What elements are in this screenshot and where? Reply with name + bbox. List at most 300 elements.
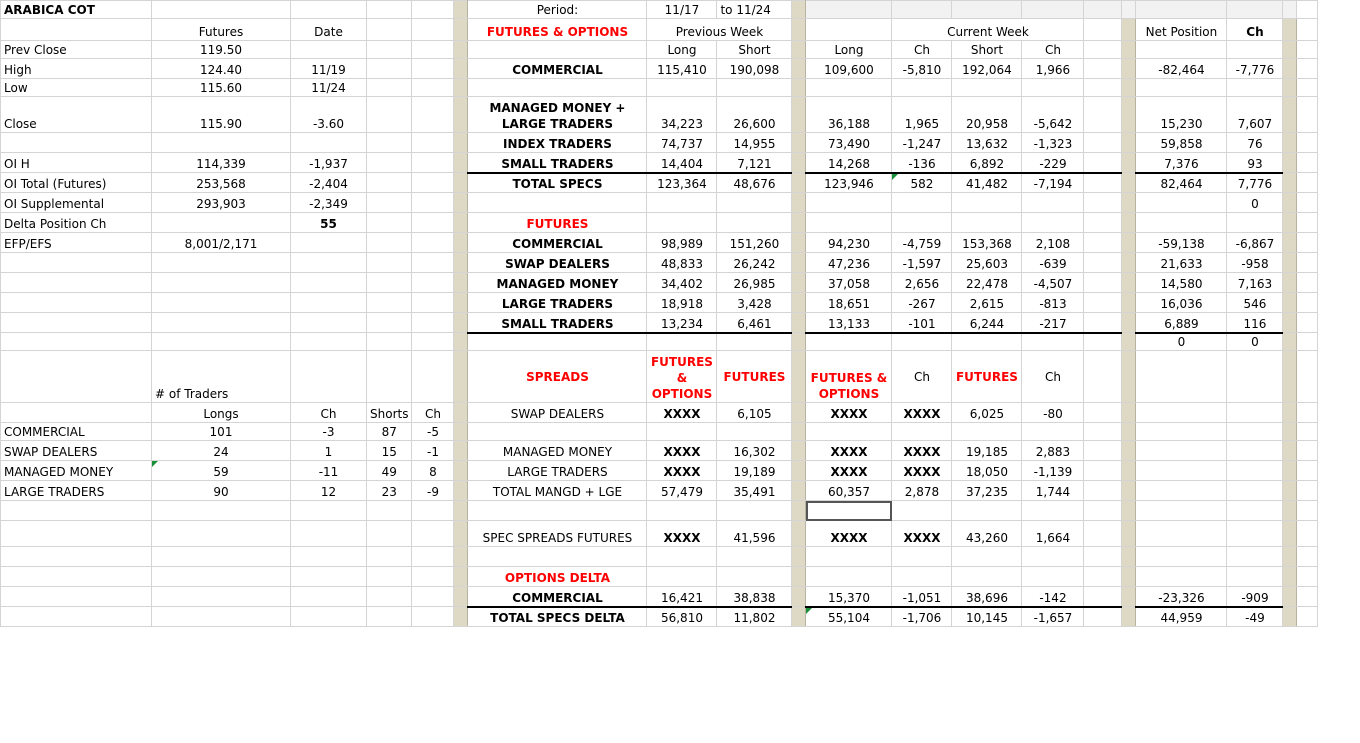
sheet-cell-filler[interactable] <box>1297 97 1318 133</box>
sheet-cell[interactable]: -1,051 <box>892 587 952 607</box>
sheet-cell[interactable]: Previous Week <box>647 19 792 41</box>
sheet-cell[interactable]: -142 <box>1022 587 1084 607</box>
sheet-cell[interactable]: COMMERCIAL <box>468 587 647 607</box>
sheet-cell[interactable]: 82,464 <box>1136 173 1227 193</box>
sheet-cell[interactable] <box>1227 351 1283 403</box>
sheet-cell-filler[interactable] <box>1297 423 1318 441</box>
sheet-cell[interactable]: -80 <box>1022 403 1084 423</box>
sheet-cell[interactable]: SPREADS <box>468 351 647 403</box>
sheet-cell[interactable]: Net Position <box>1136 19 1227 41</box>
sheet-cell[interactable] <box>1084 567 1122 587</box>
sheet-cell[interactable] <box>1136 501 1227 521</box>
sheet-cell[interactable] <box>717 333 792 351</box>
sheet-cell[interactable]: Long <box>647 41 717 59</box>
sheet-cell-filler[interactable] <box>1297 333 1318 351</box>
sheet-cell-filler[interactable] <box>1297 313 1318 333</box>
sheet-cell[interactable] <box>291 41 367 59</box>
sheet-cell-filler[interactable] <box>1297 233 1318 253</box>
sheet-cell[interactable] <box>367 173 412 193</box>
sheet-cell[interactable] <box>892 79 952 97</box>
sheet-cell[interactable] <box>412 213 454 233</box>
sheet-cell[interactable]: -6,867 <box>1227 233 1283 253</box>
sheet-cell[interactable] <box>291 521 367 547</box>
sheet-cell[interactable] <box>412 607 454 627</box>
sheet-cell[interactable]: 1,744 <box>1022 481 1084 501</box>
sheet-cell[interactable]: 2,108 <box>1022 233 1084 253</box>
sheet-cell[interactable]: FUTURES & OPTIONS <box>468 19 647 41</box>
sheet-cell[interactable]: 26,242 <box>717 253 792 273</box>
sheet-cell[interactable]: 2,615 <box>952 293 1022 313</box>
sheet-cell[interactable] <box>412 521 454 547</box>
sheet-cell[interactable] <box>1 587 152 607</box>
sheet-cell[interactable] <box>806 547 892 567</box>
sheet-cell-filler[interactable] <box>1297 19 1318 41</box>
sheet-cell[interactable]: 18,050 <box>952 461 1022 481</box>
sheet-cell[interactable]: -267 <box>892 293 952 313</box>
sheet-cell[interactable] <box>1084 481 1122 501</box>
sheet-cell[interactable] <box>1136 567 1227 587</box>
sheet-cell[interactable]: -3.60 <box>291 97 367 133</box>
sheet-cell[interactable] <box>1084 501 1122 521</box>
sheet-cell[interactable] <box>1084 587 1122 607</box>
sheet-cell[interactable] <box>1 133 152 153</box>
sheet-cell[interactable] <box>152 313 291 333</box>
sheet-cell[interactable] <box>1 567 152 587</box>
sheet-cell[interactable]: -101 <box>892 313 952 333</box>
sheet-cell[interactable]: -7,776 <box>1227 59 1283 79</box>
sheet-cell[interactable]: 11,802 <box>717 607 792 627</box>
sheet-cell[interactable] <box>468 501 647 521</box>
sheet-cell[interactable] <box>952 1 1022 19</box>
sheet-cell[interactable] <box>1084 133 1122 153</box>
sheet-cell[interactable]: 1,965 <box>892 97 952 133</box>
sheet-cell[interactable]: 115.60 <box>152 79 291 97</box>
sheet-cell[interactable] <box>1084 213 1122 233</box>
sheet-cell-filler[interactable] <box>1297 1 1318 19</box>
sheet-cell[interactable]: 11/24 <box>291 79 367 97</box>
sheet-cell[interactable] <box>1227 41 1283 59</box>
sheet-cell[interactable]: 49 <box>367 461 412 481</box>
sheet-cell[interactable]: 36,188 <box>806 97 892 133</box>
sheet-cell[interactable]: 13,632 <box>952 133 1022 153</box>
sheet-cell[interactable] <box>1227 481 1283 501</box>
sheet-cell[interactable]: 38,696 <box>952 587 1022 607</box>
sheet-cell[interactable] <box>1227 213 1283 233</box>
sheet-cell[interactable] <box>1227 521 1283 547</box>
sheet-cell[interactable] <box>291 293 367 313</box>
sheet-cell[interactable] <box>1084 351 1122 403</box>
sheet-cell[interactable] <box>412 153 454 173</box>
sheet-cell[interactable] <box>952 501 1022 521</box>
sheet-cell[interactable]: 123,364 <box>647 173 717 193</box>
sheet-cell[interactable] <box>367 587 412 607</box>
sheet-cell[interactable]: 153,368 <box>952 233 1022 253</box>
sheet-cell[interactable] <box>1084 41 1122 59</box>
sheet-cell[interactable] <box>952 79 1022 97</box>
sheet-cell[interactable] <box>806 19 892 41</box>
sheet-cell[interactable] <box>412 193 454 213</box>
sheet-cell[interactable]: 6,461 <box>717 313 792 333</box>
sheet-cell[interactable] <box>291 253 367 273</box>
sheet-cell[interactable]: XXXX <box>806 403 892 423</box>
sheet-cell[interactable] <box>1084 97 1122 133</box>
sheet-cell[interactable] <box>412 253 454 273</box>
sheet-cell[interactable] <box>1136 1 1227 19</box>
sheet-cell[interactable] <box>1084 173 1122 193</box>
sheet-cell[interactable] <box>806 423 892 441</box>
sheet-cell[interactable] <box>412 351 454 403</box>
sheet-cell[interactable] <box>1136 213 1227 233</box>
sheet-cell[interactable]: -5,810 <box>892 59 952 79</box>
sheet-cell[interactable]: EFP/EFS <box>1 233 152 253</box>
sheet-cell[interactable]: 94,230 <box>806 233 892 253</box>
sheet-cell[interactable] <box>412 1 454 19</box>
sheet-cell[interactable] <box>1136 403 1227 423</box>
sheet-cell[interactable] <box>468 547 647 567</box>
sheet-cell[interactable] <box>367 79 412 97</box>
sheet-cell[interactable]: 16,036 <box>1136 293 1227 313</box>
sheet-cell[interactable]: 6,105 <box>717 403 792 423</box>
sheet-cell[interactable]: 2,656 <box>892 273 952 293</box>
sheet-cell[interactable]: XXXX <box>892 461 952 481</box>
sheet-cell[interactable] <box>1136 193 1227 213</box>
sheet-cell[interactable] <box>806 501 892 521</box>
sheet-cell[interactable]: -11 <box>291 461 367 481</box>
sheet-cell[interactable] <box>1 547 152 567</box>
sheet-cell-filler[interactable] <box>1297 567 1318 587</box>
sheet-cell[interactable]: 114,339 <box>152 153 291 173</box>
sheet-cell[interactable]: 22,478 <box>952 273 1022 293</box>
sheet-cell[interactable]: SMALL TRADERS <box>468 153 647 173</box>
sheet-cell[interactable] <box>1084 293 1122 313</box>
sheet-cell[interactable]: -59,138 <box>1136 233 1227 253</box>
sheet-cell[interactable]: SWAP DEALERS <box>468 253 647 273</box>
sheet-cell-filler[interactable] <box>1297 587 1318 607</box>
sheet-cell[interactable]: Ch <box>412 403 454 423</box>
sheet-cell[interactable] <box>647 79 717 97</box>
sheet-cell[interactable] <box>412 59 454 79</box>
sheet-cell[interactable]: -5 <box>412 423 454 441</box>
sheet-cell[interactable]: -7,194 <box>1022 173 1084 193</box>
sheet-cell[interactable]: 109,600 <box>806 59 892 79</box>
sheet-cell[interactable] <box>1227 79 1283 97</box>
sheet-cell[interactable]: 11/17 <box>647 1 717 19</box>
sheet-cell[interactable] <box>367 607 412 627</box>
sheet-cell[interactable] <box>1136 423 1227 441</box>
sheet-cell[interactable]: XXXX <box>892 441 952 461</box>
sheet-cell[interactable] <box>1022 501 1084 521</box>
sheet-cell[interactable]: 0 <box>1227 193 1283 213</box>
sheet-cell[interactable]: Shorts <box>367 403 412 423</box>
sheet-cell[interactable] <box>152 547 291 567</box>
sheet-cell[interactable]: 6,889 <box>1136 313 1227 333</box>
sheet-cell[interactable]: -1,139 <box>1022 461 1084 481</box>
sheet-cell[interactable]: Long <box>806 41 892 59</box>
sheet-cell[interactable] <box>412 41 454 59</box>
sheet-cell[interactable]: 16,421 <box>647 587 717 607</box>
sheet-cell[interactable]: 1,664 <box>1022 521 1084 547</box>
sheet-cell[interactable]: 19,185 <box>952 441 1022 461</box>
sheet-cell[interactable]: Futures <box>152 19 291 41</box>
sheet-cell[interactable]: -639 <box>1022 253 1084 273</box>
sheet-cell-filler[interactable] <box>1297 403 1318 423</box>
sheet-cell[interactable] <box>152 607 291 627</box>
sheet-cell[interactable] <box>892 1 952 19</box>
sheet-cell[interactable] <box>806 79 892 97</box>
sheet-cell[interactable]: 56,810 <box>647 607 717 627</box>
sheet-cell[interactable]: 7,121 <box>717 153 792 173</box>
sheet-cell[interactable] <box>152 133 291 153</box>
sheet-cell[interactable]: XXXX <box>647 521 717 547</box>
sheet-cell[interactable]: 0 <box>1136 333 1227 351</box>
sheet-cell[interactable] <box>1022 567 1084 587</box>
sheet-cell[interactable] <box>468 423 647 441</box>
sheet-cell[interactable]: -958 <box>1227 253 1283 273</box>
sheet-cell[interactable] <box>1227 1 1283 19</box>
sheet-cell[interactable] <box>717 213 792 233</box>
sheet-cell[interactable] <box>1 333 152 351</box>
sheet-cell[interactable] <box>1 607 152 627</box>
sheet-cell[interactable]: 124.40 <box>152 59 291 79</box>
sheet-cell[interactable] <box>291 333 367 351</box>
sheet-cell[interactable]: 23 <box>367 481 412 501</box>
sheet-cell[interactable]: OI Total (Futures) <box>1 173 152 193</box>
sheet-cell[interactable]: 2,883 <box>1022 441 1084 461</box>
sheet-cell[interactable] <box>367 213 412 233</box>
sheet-cell[interactable]: 7,163 <box>1227 273 1283 293</box>
sheet-cell[interactable]: 14,268 <box>806 153 892 173</box>
sheet-cell[interactable] <box>1022 547 1084 567</box>
sheet-cell[interactable]: 90 <box>152 481 291 501</box>
sheet-cell[interactable] <box>412 313 454 333</box>
sheet-cell[interactable] <box>647 423 717 441</box>
sheet-cell[interactable] <box>1122 1 1136 19</box>
sheet-cell[interactable]: 7,607 <box>1227 97 1283 133</box>
sheet-cell[interactable]: 93 <box>1227 153 1283 173</box>
sheet-cell[interactable]: FUTURES & OPTIONS <box>806 351 892 403</box>
sheet-cell[interactable]: COMMERCIAL <box>468 233 647 253</box>
sheet-cell[interactable] <box>892 423 952 441</box>
sheet-cell[interactable]: MANAGED MONEY + LARGE TRADERS <box>468 97 647 133</box>
sheet-cell[interactable]: 7,776 <box>1227 173 1283 193</box>
sheet-cell[interactable] <box>806 193 892 213</box>
sheet-cell-filler[interactable] <box>1297 461 1318 481</box>
sheet-cell[interactable] <box>1084 441 1122 461</box>
sheet-cell[interactable]: XXXX <box>892 403 952 423</box>
sheet-cell[interactable] <box>1136 441 1227 461</box>
sheet-cell[interactable]: 57,479 <box>647 481 717 501</box>
sheet-cell[interactable]: ARABICA COT <box>1 1 152 19</box>
sheet-cell[interactable] <box>1227 501 1283 521</box>
sheet-cell[interactable] <box>412 79 454 97</box>
sheet-cell[interactable]: 15,370 <box>806 587 892 607</box>
sheet-cell[interactable]: -1,597 <box>892 253 952 273</box>
sheet-cell[interactable] <box>1 253 152 273</box>
sheet-cell[interactable]: SPEC SPREADS FUTURES <box>468 521 647 547</box>
sheet-cell[interactable]: 76 <box>1227 133 1283 153</box>
sheet-cell[interactable]: -5,642 <box>1022 97 1084 133</box>
sheet-cell[interactable]: -2,404 <box>291 173 367 193</box>
sheet-cell[interactable]: XXXX <box>806 521 892 547</box>
sheet-cell[interactable]: 14,404 <box>647 153 717 173</box>
sheet-cell[interactable] <box>291 587 367 607</box>
sheet-cell[interactable] <box>1084 547 1122 567</box>
sheet-cell[interactable] <box>1 313 152 333</box>
sheet-cell[interactable] <box>367 233 412 253</box>
sheet-cell[interactable] <box>291 133 367 153</box>
sheet-cell-filler[interactable] <box>1297 351 1318 403</box>
sheet-cell[interactable] <box>1227 567 1283 587</box>
sheet-cell[interactable]: 8 <box>412 461 454 481</box>
sheet-cell[interactable]: MANAGED MONEY <box>1 461 152 481</box>
sheet-cell[interactable] <box>412 293 454 313</box>
sheet-cell[interactable] <box>952 213 1022 233</box>
sheet-cell[interactable]: -217 <box>1022 313 1084 333</box>
sheet-cell[interactable]: MANAGED MONEY <box>468 441 647 461</box>
sheet-cell[interactable] <box>806 213 892 233</box>
sheet-cell[interactable]: 48,676 <box>717 173 792 193</box>
sheet-cell[interactable] <box>1084 253 1122 273</box>
sheet-cell[interactable] <box>717 501 792 521</box>
sheet-cell[interactable]: 3,428 <box>717 293 792 313</box>
sheet-cell[interactable] <box>717 423 792 441</box>
sheet-cell[interactable] <box>367 19 412 41</box>
sheet-cell[interactable]: -229 <box>1022 153 1084 173</box>
sheet-cell[interactable] <box>367 501 412 521</box>
sheet-cell[interactable] <box>1136 481 1227 501</box>
sheet-cell-filler[interactable] <box>1297 273 1318 293</box>
sheet-cell[interactable] <box>1084 423 1122 441</box>
sheet-cell[interactable]: OI Supplemental <box>1 193 152 213</box>
sheet-cell[interactable]: 41,596 <box>717 521 792 547</box>
sheet-cell[interactable]: Short <box>952 41 1022 59</box>
sheet-cell[interactable] <box>367 547 412 567</box>
sheet-cell-filler[interactable] <box>1297 293 1318 313</box>
sheet-cell[interactable] <box>647 567 717 587</box>
sheet-cell[interactable] <box>892 567 952 587</box>
sheet-cell[interactable]: COMMERCIAL <box>468 59 647 79</box>
sheet-cell[interactable] <box>952 193 1022 213</box>
sheet-cell[interactable]: 74,737 <box>647 133 717 153</box>
sheet-cell[interactable]: 24 <box>152 441 291 461</box>
sheet-cell[interactable]: Close <box>1 97 152 133</box>
sheet-cell[interactable] <box>717 79 792 97</box>
sheet-cell[interactable]: Delta Position Ch <box>1 213 152 233</box>
sheet-cell[interactable] <box>468 193 647 213</box>
sheet-cell[interactable]: 116 <box>1227 313 1283 333</box>
sheet-cell[interactable]: 60,357 <box>806 481 892 501</box>
sheet-cell[interactable] <box>806 567 892 587</box>
sheet-cell-filler[interactable] <box>1297 441 1318 461</box>
sheet-cell[interactable] <box>291 351 367 403</box>
sheet-cell[interactable] <box>291 233 367 253</box>
sheet-cell[interactable] <box>291 501 367 521</box>
sheet-cell[interactable] <box>1084 79 1122 97</box>
sheet-cell[interactable]: Ch <box>291 403 367 423</box>
sheet-cell[interactable] <box>1 501 152 521</box>
sheet-cell[interactable]: 87 <box>367 423 412 441</box>
sheet-cell[interactable] <box>291 607 367 627</box>
sheet-cell[interactable]: FUTURES <box>952 351 1022 403</box>
sheet-cell-filler[interactable] <box>1297 547 1318 567</box>
sheet-cell[interactable]: 34,402 <box>647 273 717 293</box>
sheet-cell[interactable]: 15,230 <box>1136 97 1227 133</box>
sheet-cell[interactable]: 20,958 <box>952 97 1022 133</box>
sheet-cell[interactable] <box>1136 461 1227 481</box>
sheet-cell[interactable] <box>367 567 412 587</box>
sheet-cell[interactable] <box>367 193 412 213</box>
sheet-cell[interactable] <box>291 313 367 333</box>
sheet-cell[interactable]: 115,410 <box>647 59 717 79</box>
sheet-cell[interactable]: 43,260 <box>952 521 1022 547</box>
sheet-cell[interactable] <box>367 153 412 173</box>
sheet-cell[interactable] <box>1084 403 1122 423</box>
sheet-cell[interactable] <box>152 501 291 521</box>
sheet-cell[interactable] <box>367 1 412 19</box>
sheet-cell[interactable] <box>367 521 412 547</box>
sheet-cell[interactable] <box>367 293 412 313</box>
sheet-cell[interactable]: TOTAL MANGD + LGE <box>468 481 647 501</box>
sheet-cell[interactable]: 26,600 <box>717 97 792 133</box>
sheet-cell[interactable] <box>1227 403 1283 423</box>
sheet-cell-filler[interactable] <box>1297 153 1318 173</box>
sheet-cell[interactable]: 14,955 <box>717 133 792 153</box>
sheet-cell[interactable] <box>367 41 412 59</box>
sheet-cell[interactable]: Ch <box>1227 19 1283 41</box>
sheet-cell[interactable]: # of Traders <box>152 351 291 403</box>
sheet-cell[interactable]: 190,098 <box>717 59 792 79</box>
sheet-cell[interactable] <box>806 333 892 351</box>
sheet-cell[interactable]: XXXX <box>647 461 717 481</box>
sheet-cell[interactable] <box>1022 333 1084 351</box>
sheet-cell[interactable]: Current Week <box>892 19 1084 41</box>
sheet-cell[interactable]: Date <box>291 19 367 41</box>
sheet-cell[interactable] <box>1 273 152 293</box>
sheet-cell[interactable] <box>412 97 454 133</box>
sheet-cell[interactable] <box>152 273 291 293</box>
sheet-cell[interactable]: FUTURES <box>717 351 792 403</box>
sheet-cell[interactable] <box>412 273 454 293</box>
sheet-cell[interactable]: COMMERCIAL <box>1 423 152 441</box>
sheet-cell[interactable]: Ch <box>892 41 952 59</box>
sheet-cell[interactable]: -3 <box>291 423 367 441</box>
sheet-cell[interactable]: 98,989 <box>647 233 717 253</box>
sheet-cell[interactable] <box>1084 333 1122 351</box>
sheet-cell[interactable]: FUTURES <box>468 213 647 233</box>
sheet-cell[interactable] <box>1022 423 1084 441</box>
sheet-cell-filler[interactable] <box>1297 79 1318 97</box>
sheet-cell[interactable]: Short <box>717 41 792 59</box>
sheet-cell[interactable]: 44,959 <box>1136 607 1227 627</box>
sheet-cell[interactable] <box>1084 1 1122 19</box>
sheet-cell[interactable]: 293,903 <box>152 193 291 213</box>
sheet-cell[interactable]: XXXX <box>647 403 717 423</box>
sheet-cell[interactable]: 546 <box>1227 293 1283 313</box>
sheet-cell[interactable] <box>412 333 454 351</box>
sheet-cell[interactable]: Longs <box>152 403 291 423</box>
sheet-cell[interactable]: -1 <box>412 441 454 461</box>
sheet-cell[interactable]: -82,464 <box>1136 59 1227 79</box>
sheet-cell[interactable]: 6,244 <box>952 313 1022 333</box>
sheet-cell[interactable]: 8,001/2,171 <box>152 233 291 253</box>
sheet-cell[interactable]: LARGE TRADERS <box>1 481 152 501</box>
sheet-cell[interactable] <box>1227 461 1283 481</box>
sheet-cell[interactable]: -1,937 <box>291 153 367 173</box>
sheet-cell[interactable]: -2,349 <box>291 193 367 213</box>
sheet-cell[interactable]: -4,507 <box>1022 273 1084 293</box>
sheet-cell[interactable]: 26,985 <box>717 273 792 293</box>
sheet-cell[interactable]: 115.90 <box>152 97 291 133</box>
